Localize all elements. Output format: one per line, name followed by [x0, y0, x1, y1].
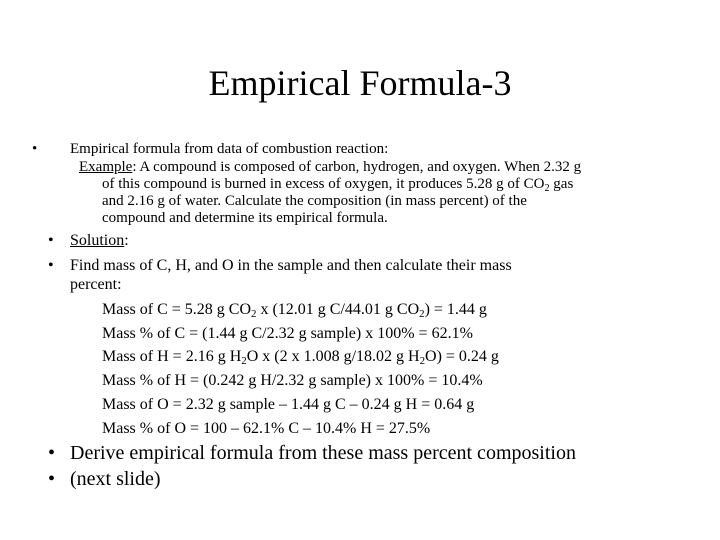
- find-mass-line-2: percent:: [70, 276, 122, 293]
- calc-pct-h: Mass % of H = (0.242 g H/2.32 g sample) x 100% = 10.4%: [102, 372, 483, 389]
- example-text-2: of this compound is burned in excess of oxygen, it produces 5.28 g of CO: [102, 176, 545, 192]
- calc-mass-h-part1: Mass of H = 2.16 g H: [102, 348, 242, 365]
- calc-mass-h-sub2: 2: [419, 355, 426, 368]
- calc-mass-c-part1: Mass of C = 5.28 g CO: [102, 301, 252, 318]
- example-text-2-end: gas: [549, 176, 574, 192]
- bullet-derive: •: [48, 442, 56, 464]
- calc-mass-h-sub1: 2: [241, 355, 247, 368]
- calc-mass-h: [102, 346, 499, 368]
- derive-text: Derive empirical formula from these mass percent composition: [70, 442, 576, 464]
- example-label: Example: [79, 159, 133, 175]
- example-line-4: compound and determine its empirical formula.: [102, 210, 388, 226]
- calc-mass-c-sub2: 2: [419, 308, 425, 321]
- find-mass-line-1: Find mass of C, H, and O in the sample and then calculate their mass: [70, 257, 512, 274]
- example-line-1: [79, 159, 581, 175]
- co2-subscript: 2: [544, 182, 550, 194]
- calc-mass-c-part3: ) = 1.44 g: [424, 301, 487, 318]
- bullet-intro: •: [32, 141, 38, 157]
- solution-label: Solution: [70, 232, 125, 249]
- calc-mass-c-sub1: 2: [251, 308, 257, 321]
- example-line-3: and 2.16 g of water. Calculate the composition (in mass percent) of the: [102, 193, 527, 209]
- next-slide-text: (next slide): [70, 468, 161, 490]
- solution-colon: :: [124, 232, 129, 249]
- example-line-2: [102, 176, 573, 192]
- bullet-find-mass: •: [48, 257, 54, 274]
- calc-pct-o: Mass % of O = 100 – 62.1% C – 10.4% H = 27.5%: [102, 420, 431, 437]
- calc-mass-c: [102, 299, 487, 321]
- calc-mass-c-part2: x (12.01 g C/44.01 g CO: [256, 301, 420, 318]
- intro-text: Empirical formula from data of combustion reaction:: [70, 141, 389, 157]
- calc-pct-c: Mass % of C = (1.44 g C/2.32 g sample) x 100% = 62.1%: [102, 325, 473, 342]
- calc-mass-o: Mass of O = 2.32 g sample – 1.44 g C – 0.24 g H = 0.64 g: [102, 396, 475, 413]
- bullet-solution: •: [48, 232, 54, 249]
- example-text-1: : A compound is composed of carbon, hydrogen, and oxygen. When 2.32 g: [132, 159, 582, 175]
- solution-heading: [70, 230, 129, 252]
- calc-mass-h-part2: O x (2 x 1.008 g/18.02 g H: [246, 348, 420, 365]
- bullet-next: •: [48, 468, 56, 490]
- calc-mass-h-part3: O) = 0.24 g: [425, 348, 499, 365]
- slide-title: Empirical Formula-3: [208, 63, 512, 103]
